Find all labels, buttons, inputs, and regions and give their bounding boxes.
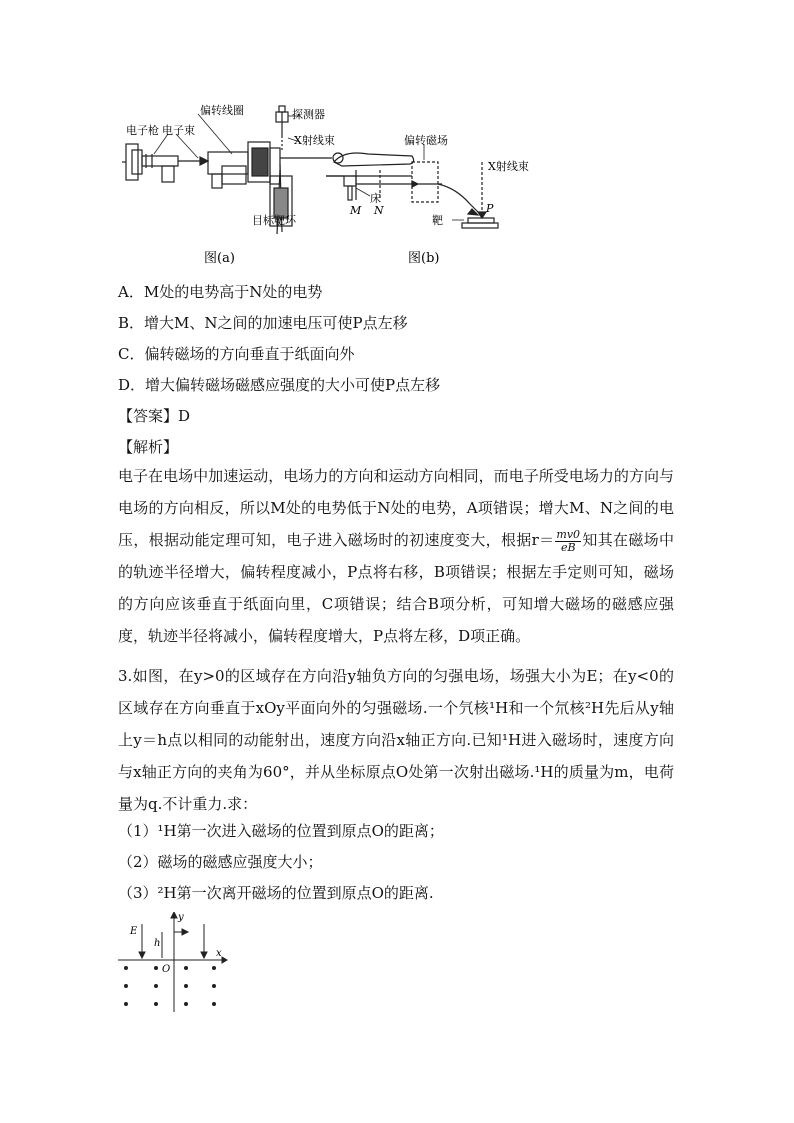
label-target-ring: 目标靶环 bbox=[252, 214, 296, 227]
label-electron-gun: 电子枪 bbox=[126, 124, 159, 137]
question-3-stem: 3.如图，在y>0的区域存在方向沿y轴负方向的匀强电场，场强大小为E；在y<0的区域存在方向垂直于xOy平面向外的匀强磁场.一个氕核¹H和一个氘核²H先后从y轴上y＝h点以相同的动能射出，速度方向沿x轴正方向.已知¹H进入磁场时，速度方向与x轴正方向的夹角为60°，并从坐标原点O处第一次射出磁场.¹H的质量为m，电荷量为q.不计重力.求： bbox=[118, 667, 674, 813]
label-deflection-field: 偏转磁场 bbox=[404, 134, 448, 147]
label-xray-beam-b: X射线束 bbox=[488, 160, 529, 173]
label-target: 靶 bbox=[432, 214, 443, 227]
field-figure bbox=[118, 912, 228, 1012]
field-label-E: E bbox=[130, 926, 138, 937]
field-label-h: h bbox=[154, 938, 161, 949]
field-label-O: O bbox=[162, 964, 171, 975]
label-M: M bbox=[350, 204, 362, 217]
label-xray-beam-a: X射线束 bbox=[294, 134, 335, 147]
option-d: D．增大偏转磁场磁感应强度的大小可使P点左移 bbox=[118, 376, 441, 394]
analysis-part-1: 电子在电场中加速运动，电场力的方向和运动方向相同，而电子所受电场力的方向与电场的方向相反，所以M处的电势低于N处的电势，A项错误；增大M、N之间的电压，根据动能定理可知，电子进入磁场时的初速度变大，根据r＝ bbox=[118, 467, 674, 549]
label-deflection-coil: 偏转线圈 bbox=[200, 104, 244, 117]
question-3-sub-1: （1）¹H第一次进入磁场的位置到原点O的距离； bbox=[118, 822, 444, 840]
analysis-label: 【解析】 bbox=[118, 438, 179, 456]
option-b: B．增大M、N之间的加速电压可使P点左移 bbox=[118, 314, 408, 332]
label-electron-beam: 电子束 bbox=[162, 124, 195, 137]
label-detector: 探测器 bbox=[292, 108, 325, 121]
label-bed: 床 bbox=[370, 192, 381, 205]
radius-formula: $\frac{mv0}{eB}$ bbox=[556, 527, 581, 554]
label-P: P bbox=[486, 202, 494, 215]
field-label-y: y bbox=[178, 912, 184, 923]
caption-fig-a: 图(a) bbox=[204, 251, 235, 266]
caption-fig-b: 图(b) bbox=[408, 251, 440, 266]
field-label-x: x bbox=[216, 948, 222, 959]
label-N: N bbox=[374, 204, 384, 217]
option-c: C．偏转磁场的方向垂直于纸面向外 bbox=[118, 345, 355, 363]
question-3-sub-3: （3）²H第一次离开磁场的位置到原点O的距离. bbox=[118, 884, 434, 902]
option-a: A．M处的电势高于N处的电势 bbox=[118, 283, 323, 301]
question-3-sub-2: （2）磁场的磁感应强度大小； bbox=[118, 853, 323, 871]
apparatus-figure bbox=[112, 92, 572, 278]
analysis-part-2: 知其在磁场中的轨迹半径增大，偏转程度减小，P点将右移，B项错误；根据左手定则可知，磁场的方向应该垂直于纸面向里，C项错误；结合B项分析，可知增大磁场的磁感应强度，轨迹半径将减小，偏转程度增大，P点将左移，D项正确。 bbox=[118, 531, 674, 645]
answer: 【答案】D bbox=[118, 407, 191, 425]
analysis-text bbox=[118, 460, 674, 652]
